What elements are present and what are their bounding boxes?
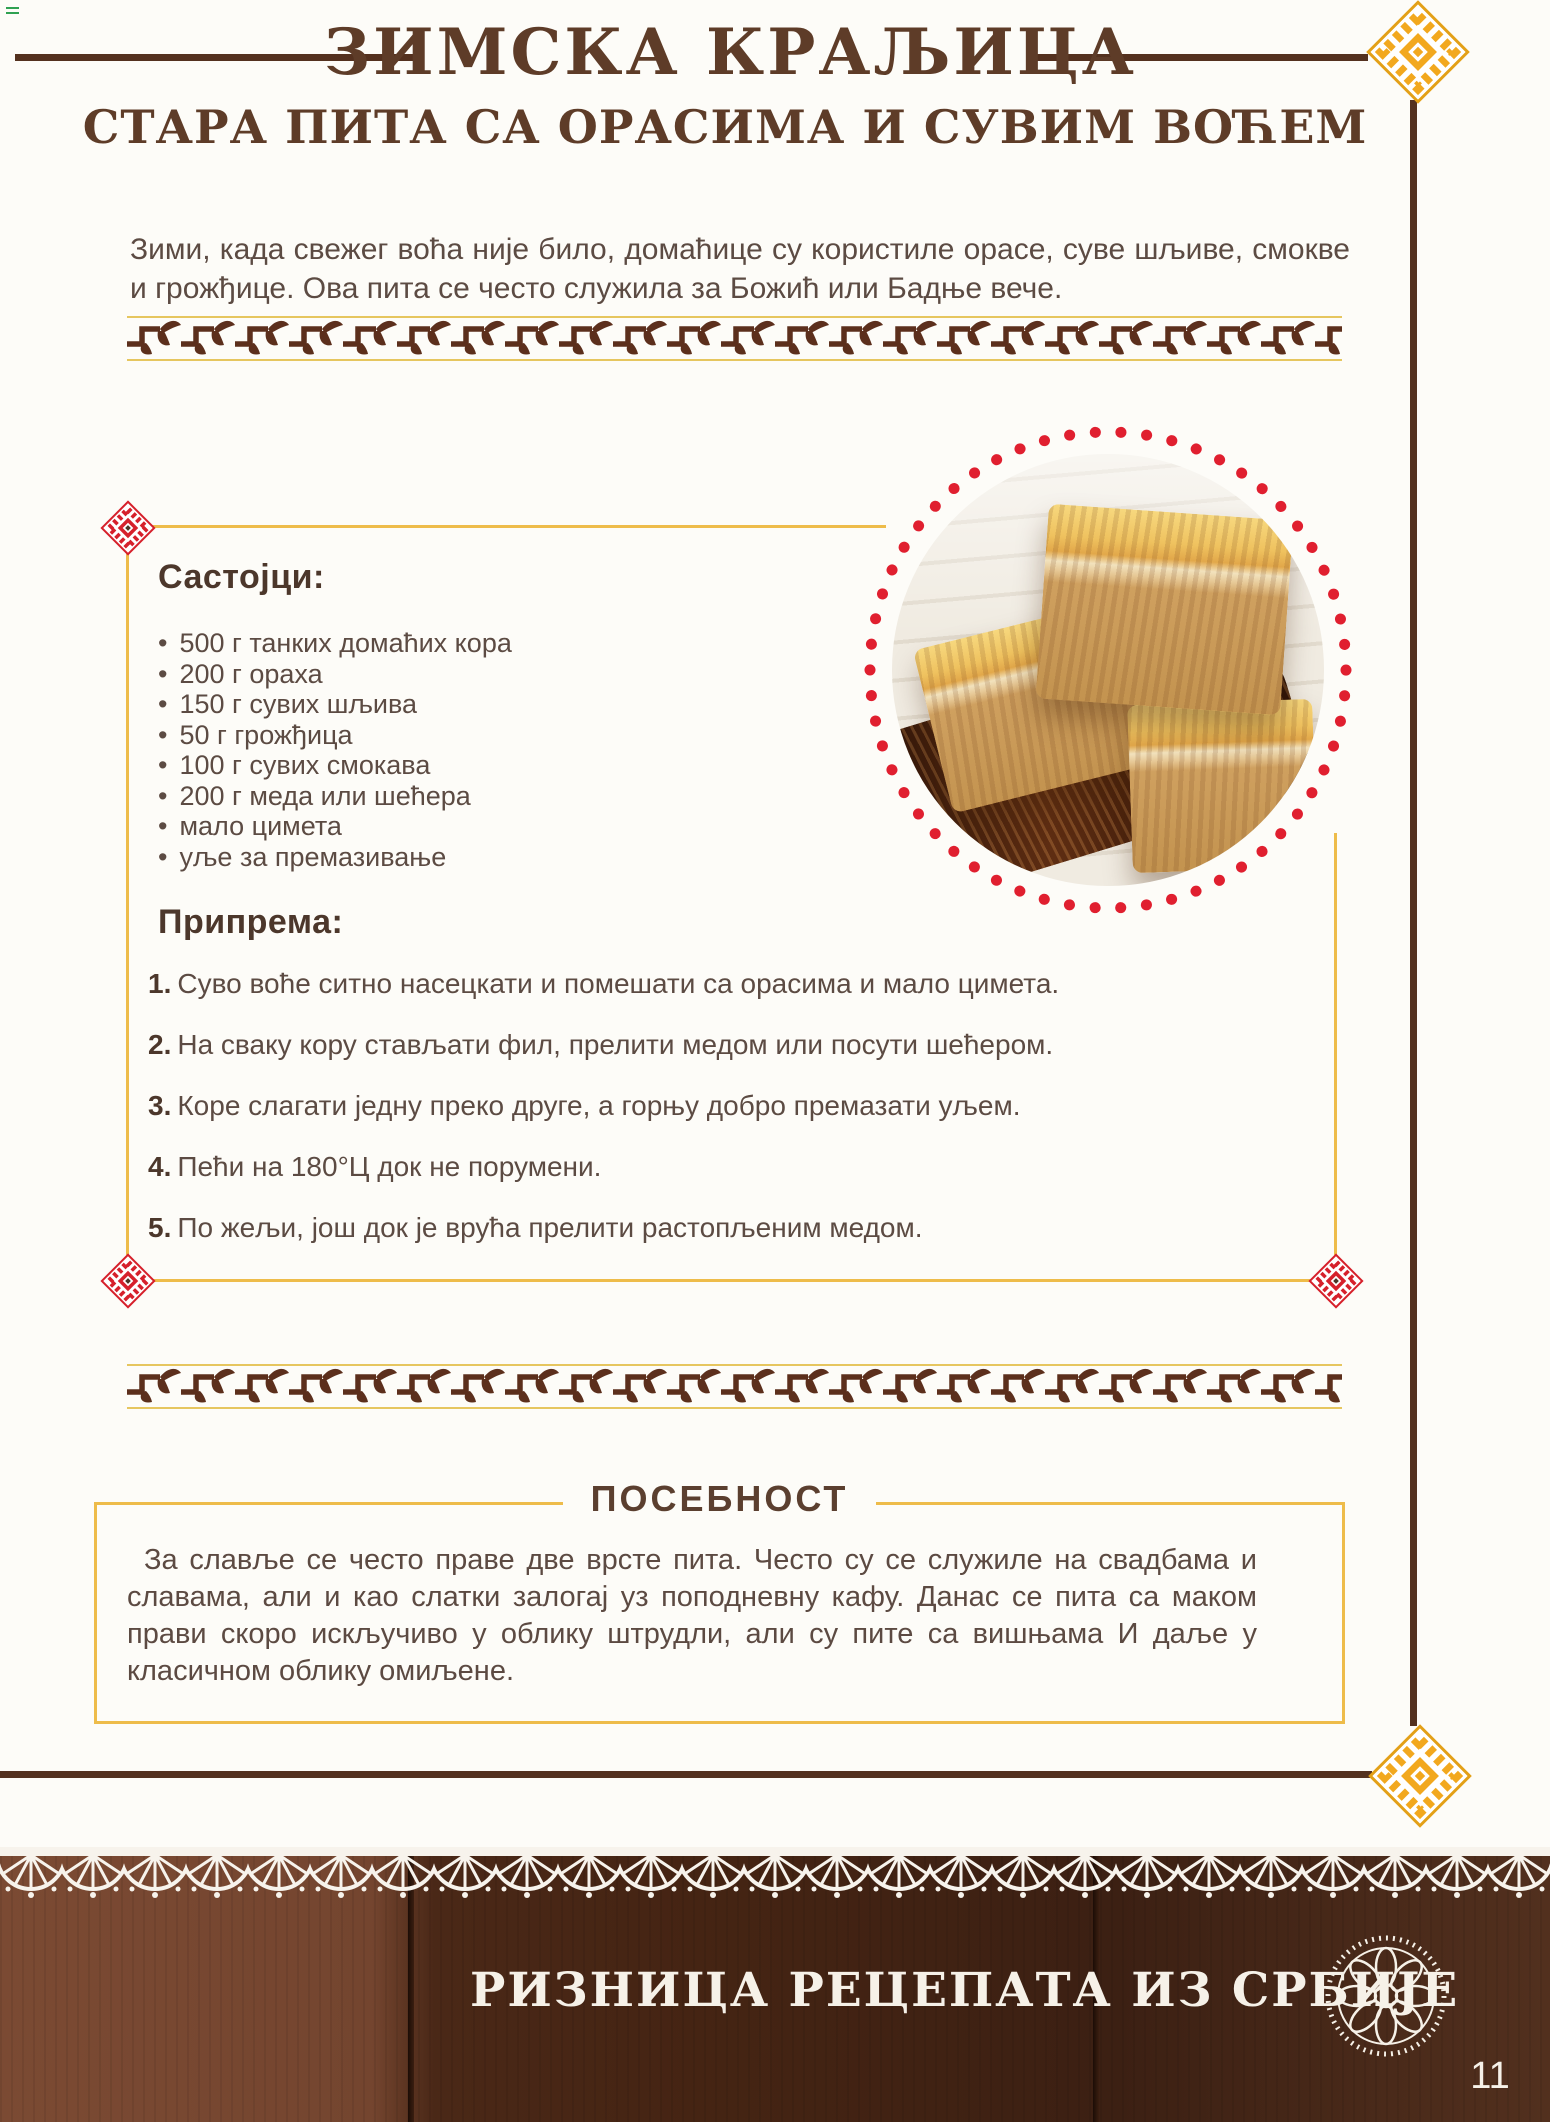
ingredient-item: • 200 г меда или шећера [158,781,512,812]
page-title: ЗИМСКА КРАЉИЦА [324,15,1137,90]
ingredient-item: • 50 г грожђица [158,720,512,751]
step-item: 4. Пећи на 180°Ц док не порумени. [148,1151,602,1182]
ingredient-item: • 100 г сувих смокава [158,750,512,781]
gold-diamond-icon [1368,1724,1473,1829]
preparation-steps [148,966,1268,1271]
footer [0,1847,1550,2122]
ingredient-item: • 500 г танких домаћих кора [158,628,512,659]
green-artifact-icon [6,7,19,17]
ingredient-item: • 150 г сувих шљива [158,689,512,720]
recipe-photo [892,454,1324,886]
special-note-text: За славље се често праве две врсте пита. Често су се служиле на свадбама и славама, али и као слатки залогај уз поподневну кафу. Данас се пита са маком прави скоро искључиво у облику штрудли, али су пите са вишњама И даље у класичном облику омиљене. [127,1544,1257,1687]
page-number: 11 [1470,2055,1510,2097]
step-item: 2. На сваку кору стављати фил, прелити медом или посути шећером. [148,1029,1054,1060]
footer-brand: РИЗНИЦА РЕЦЕПАТА ИЗ СРБИЈЕ [470,1963,1460,2018]
red-diamond-icon [1308,1253,1365,1310]
ingredients-list [158,628,512,872]
lace-rosette-icon [1323,1933,1449,2059]
bottom-frame-rule [0,1771,1372,1778]
recipe-box-border-left [126,550,129,1255]
page-subtitle: СТАРА ПИТА СА ОРАСИМА И СУВИМ ВОЋЕМ [82,100,1368,154]
recipe-box-border-bottom [153,1279,1311,1282]
photo-baklava-piece [1035,504,1293,716]
ingredient-item: • уље за премазивање [158,842,512,873]
lace-trim-icon [0,1847,1550,1903]
ingredient-item: • 200 г ораха [158,659,512,690]
special-note-heading: ПОСЕБНОСТ [94,1478,1345,1520]
step-item: 3. Коре слагати једну преко друге, а горњу добро премазати уљем. [148,1090,1021,1121]
leaf-scroll-divider [127,316,1342,361]
photo-baklava-piece [1127,699,1318,873]
ingredient-item: • мало цимета [158,811,512,842]
leaf-scroll-divider [127,1364,1342,1409]
recipe-box-border-top [150,525,886,528]
right-frame-rule [1410,100,1417,1726]
step-item: 5. По жељи, још док је врућа прелити растопљеним медом. [148,1212,923,1243]
preparation-heading: Припрема: [158,903,344,941]
step-item: 1. Суво воће ситно насецкати и помешати са орасима и мало цимета. [148,968,1060,999]
red-diamond-icon [100,500,157,557]
ingredients-heading: Састојци: [158,558,325,596]
intro-paragraph: Зими, када свежег воћа није било, домаћице су користиле орасе, суве шљиве, смокве и грожђице. Ова пита се често служила за Божић или Бадње вече. [130,233,1350,305]
gold-diamond-icon [1366,0,1471,104]
